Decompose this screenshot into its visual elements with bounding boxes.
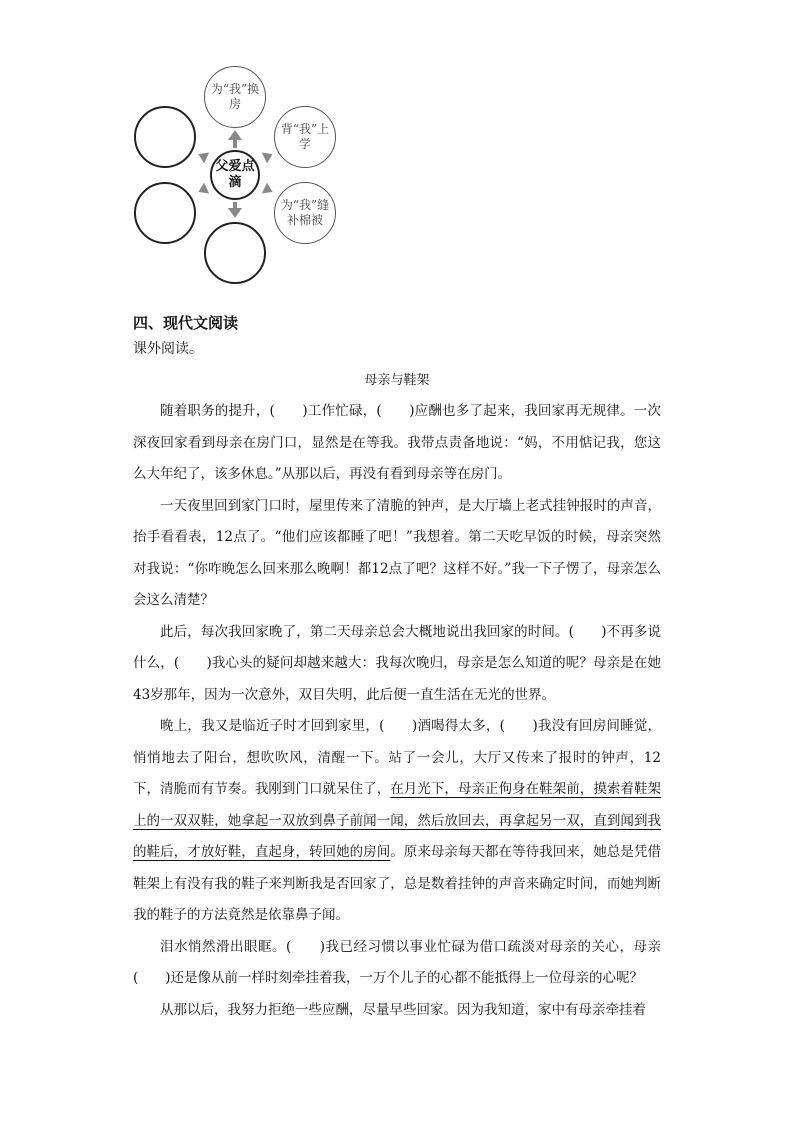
paragraph-6: 从那以后，我努力拒绝一些应酬，尽量早些回家。因为我知道，家中有母亲牵挂着 [160, 1001, 646, 1018]
paragraph-4-start: 晚上，我又是临近子时才回到家里，( )酒喝得太多，( )我没有回房间睡觉，悄悄地去了阳台，想吹吹风，清醒一下。站了一会儿，大厅又传来了报时的钟声，12下，清脆而有节奏。我刚到门口就呆住了， [133, 718, 661, 797]
arrow-upper-left-icon [196, 149, 209, 164]
circle-bottom-left-blank [134, 182, 196, 244]
arrow-up-icon [228, 130, 242, 140]
paragraph-4-end: 。原来母亲每天都在等待我回来，她总是凭借鞋架上有没有我的鞋子来判断我是否回家了，总是数着挂钟的声音来确定时间，而她判断我的鞋子的方法竟然是依靠鼻子闻。 [133, 844, 661, 923]
circle-top-right: 背“我”上学 [274, 106, 336, 168]
arrow-lower-left-icon [196, 183, 209, 198]
section-heading: 四、现代文阅读 [133, 314, 239, 332]
paragraph-1: 随着职务的提升，( )工作忙碌，( )应酬也多了起来，我回家再无规律。一次深夜回家看到母亲在房门口，显然是在等我。我带点责备地说：“妈，不用惦记我，您这么大年纪了，该多休息。”从那以后，再没有看到母亲等在房门。 [133, 403, 661, 482]
section-subheading: 课外阅读。 [133, 341, 203, 357]
arrow-stem-up [233, 140, 237, 148]
arrow-lower-right-icon [262, 183, 275, 198]
circle-top-left-blank [134, 106, 196, 168]
paragraph-5: 泪水悄然滑出眼眶。( )我已经习惯以事业忙碌为借口疏淡对母亲的关心，母亲( )还是像从前一样时刻牵挂着我，一万个儿子的心都不能抵得上一位母亲的心呢？ [133, 938, 661, 986]
article-body [133, 396, 661, 1026]
article-title: 母亲与鞋架 [364, 373, 430, 388]
underlined-sentence: 在月光下，母亲正佝身在鞋架前，摸索着鞋架上的一双双鞋，她拿起一双放到鼻子前闻一闻，然后放回去，再拿起另一双，直到闻到我的鞋后，才放好鞋，直起身，转回她的房间 [133, 781, 661, 860]
circle-bottom-blank [204, 222, 266, 284]
paragraph-2: 一天夜里回到家门口时，屋里传来了清脆的钟声，是大厅墙上老式挂钟报时的声音，抬手看看表，12点了。“他们应该都睡了吧！”我想着。第二天吃早饭的时候，母亲突然对我说：“你咋晚怎么回来那么晚啊！都12点了吧？这样不好。”我一下子愣了，母亲怎么会这么清楚？ [133, 497, 661, 608]
circle-bottom-right: 为“我”缝补棉被 [274, 182, 336, 244]
father-love-diagram [128, 60, 348, 280]
arrow-down-icon [228, 208, 242, 218]
circle-top: 为“我”换房 [204, 66, 266, 128]
center-circle: 父爱点滴 [210, 150, 260, 200]
paragraph-4 [133, 711, 661, 932]
paragraph-3: 此后，每次我回家晚了，第二天母亲总会大概地说出我回家的时间。( )不再多说什么，( )我心头的疑问却越来越大：我每次晚归，母亲是怎么知道的呢？母亲是在她43岁那年，因为一次意外，双目失明，此后便一直生活在无光的世界。 [133, 623, 661, 703]
arrow-upper-right-icon [262, 149, 275, 164]
